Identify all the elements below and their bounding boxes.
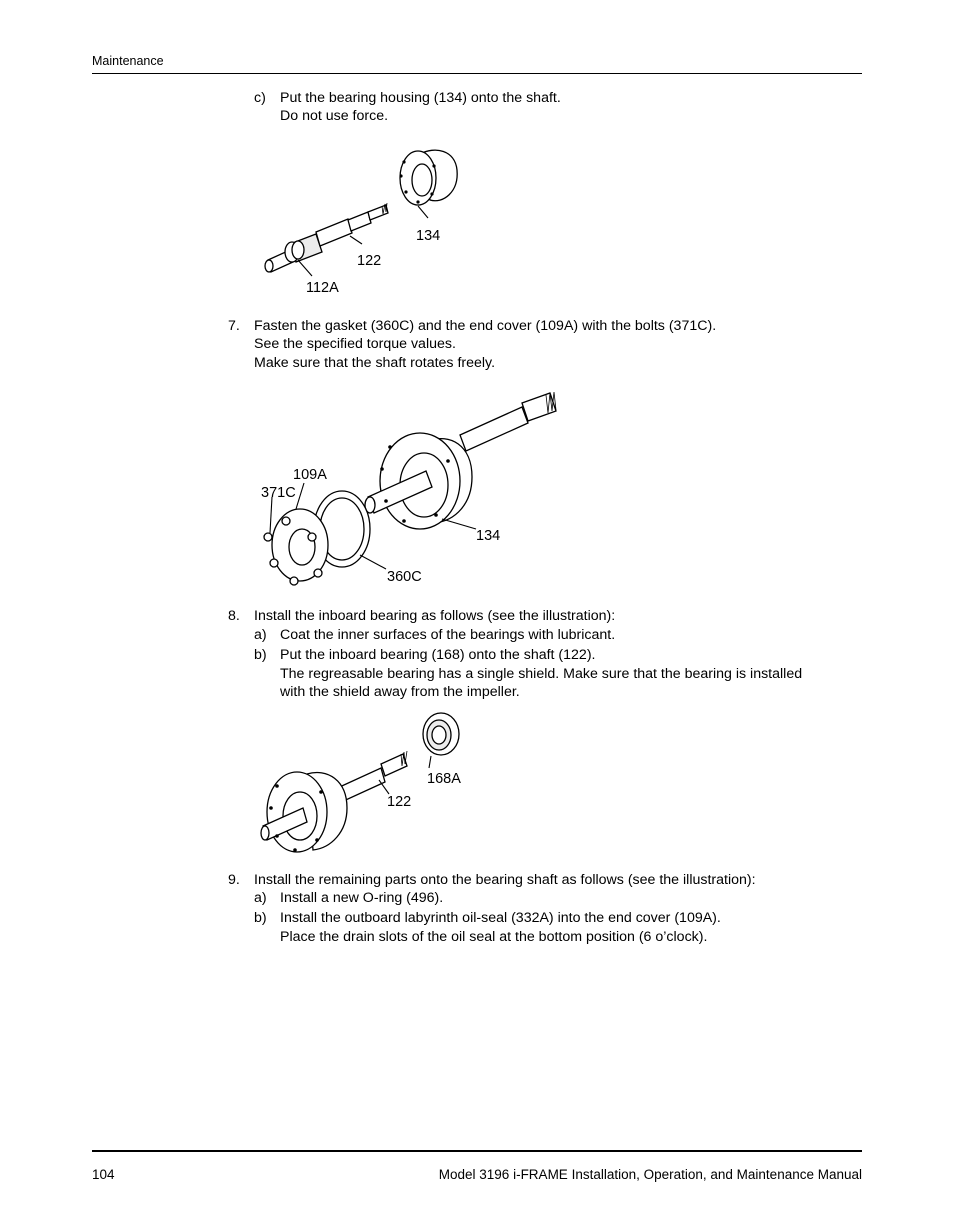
footer-rule <box>92 1150 862 1152</box>
step9-a-text: Install a new O-ring (496). <box>280 890 444 906</box>
label-168a: 168A <box>427 771 461 787</box>
running-header: Maintenance <box>92 54 164 68</box>
leader-134 <box>442 519 476 529</box>
leader-360c <box>360 555 386 569</box>
label-371c: 371C <box>261 485 296 501</box>
step7-line2: See the specified torque values. <box>254 336 456 352</box>
step9-b-note: Place the drain slots of the oil seal at the bottom position (6 o’clock). <box>280 929 708 945</box>
label-122: 122 <box>357 253 382 269</box>
step8-a-text: Coat the inner surfaces of the bearings with lubricant. <box>280 627 616 643</box>
leader-109a <box>296 483 304 509</box>
step8-b-text: Put the inboard bearing (168) onto the shaft (122). <box>280 647 596 663</box>
step9-number: 9. <box>228 872 240 888</box>
step8-number: 8. <box>228 608 240 624</box>
step9-intro: Install the remaining parts onto the bearing shaft as follows (see the illustration): <box>254 872 756 888</box>
step8-intro: Install the inboard bearing as follows (see the illustration): <box>254 608 616 624</box>
step-c-marker: c) <box>254 90 266 106</box>
label-112a: 112A <box>306 280 339 296</box>
label-134: 134 <box>476 528 501 544</box>
step-c-line2: Do not use force. <box>280 108 389 124</box>
step9-a-marker: a) <box>254 890 267 906</box>
housing-drawing <box>399 150 457 205</box>
shaft-housing-drawing <box>365 392 556 529</box>
step9-b-marker: b) <box>254 910 267 926</box>
manual-title: Model 3196 i-FRAME Installation, Operation, and Maintenance Manual <box>438 1167 862 1182</box>
leader-371c <box>270 497 272 533</box>
step7-line1: Fasten the gasket (360C) and the end cover (109A) with the bolts (371C). <box>254 318 717 334</box>
page-number: 104 <box>92 1167 115 1182</box>
figure-gasket-end-cover <box>250 385 570 595</box>
step8-a-marker: a) <box>254 627 267 643</box>
leader-168a <box>429 756 431 768</box>
step8-b-marker: b) <box>254 647 267 663</box>
header-rule <box>92 73 862 74</box>
shaft-housing-drawing <box>261 751 407 852</box>
step7-number: 7. <box>228 318 240 334</box>
label-109a: 109A <box>293 467 327 483</box>
step8-b-note2: with the shield away from the impeller. <box>280 684 520 700</box>
figure-inboard-bearing <box>255 708 480 863</box>
label-360c: 360C <box>387 569 422 585</box>
step-c-line1: Put the bearing housing (134) onto the shaft. <box>280 90 561 106</box>
label-122: 122 <box>387 794 412 810</box>
step8-b-note1: The regreasable bearing has a single shield. Make sure that the bearing is installed <box>280 666 803 682</box>
step7-line3: Make sure that the shaft rotates freely. <box>254 355 496 371</box>
step9-b-text: Install the outboard labyrinth oil-seal (332A) into the end cover (109A). <box>280 910 721 926</box>
leader-134 <box>418 206 428 218</box>
bearing-drawing <box>423 713 459 755</box>
leader-112a <box>298 260 312 276</box>
label-134: 134 <box>416 228 441 244</box>
figure-shaft-housing <box>250 140 480 300</box>
leader-122 <box>350 236 362 244</box>
